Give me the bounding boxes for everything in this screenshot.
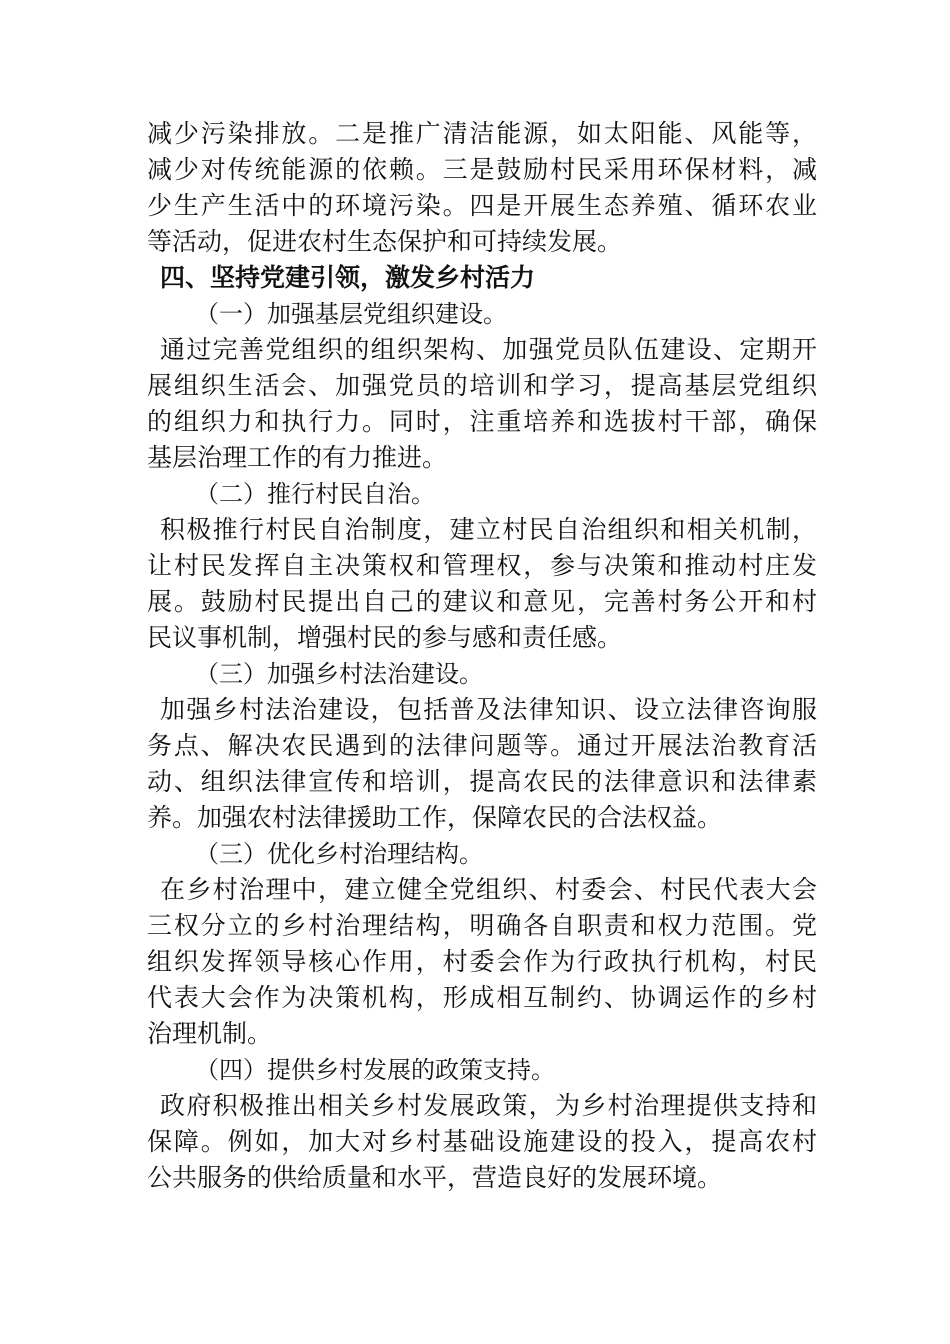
body-text-line: 公共服务的供给质量和水平，营造良好的发展环境。: [147, 1163, 723, 1192]
body-text-line: 展组织生活会、加强党员的培训和学习，提高基层党组织: [147, 371, 817, 400]
body-text-line: 等活动，促进农村生态保护和可持续发展。: [147, 227, 623, 256]
body-text-line: 加强乡村法治建设，包括普及法律知识、设立法律咨询服: [160, 695, 817, 724]
body-text-line: 展。鼓励村民提出自己的建议和意见，完善村务公开和村: [147, 587, 817, 616]
body-text-line: 政府积极推出相关乡村发展政策，为乡村治理提供支持和: [160, 1091, 817, 1120]
body-text-line: 的组织力和执行力。同时，注重培养和选拔村干部，确保: [147, 407, 817, 436]
body-text-line: 民议事机制，增强村民的参与感和责任感。: [147, 623, 623, 652]
subsection-heading: （三）优化乡村治理结构。: [195, 840, 483, 868]
body-text-line: 三权分立的乡村治理结构，明确各自职责和权力范围。党: [147, 911, 817, 940]
body-text-line: 在乡村治理中，建立健全党组织、村委会、村民代表大会: [160, 875, 817, 904]
body-text-line: 少生产生活中的环境污染。四是开展生态养殖、循环农业: [147, 191, 817, 220]
body-text-line: 积极推行村民自治制度，建立村民自治组织和相关机制，: [160, 515, 817, 544]
body-text-line: 减少污染排放。二是推广清洁能源，如太阳能、风能等，: [147, 119, 817, 148]
subsection-heading: （四）提供乡村发展的政策支持。: [195, 1056, 555, 1084]
subsection-heading: （三）加强乡村法治建设。: [195, 660, 483, 688]
subsection-heading: （二）推行村民自治。: [195, 480, 435, 508]
body-text-line: 让村民发挥自主决策权和管理权，参与决策和推动村庄发: [147, 551, 817, 580]
body-text-line: 减少对传统能源的依赖。三是鼓励村民采用环保材料，减: [147, 155, 817, 184]
body-text-line: 组织发挥领导核心作用，村委会作为行政执行机构，村民: [147, 947, 817, 976]
body-text-line: 代表大会作为决策机构，形成相互制约、协调运作的乡村: [147, 983, 817, 1012]
body-text-line: 保障。例如，加大对乡村基础设施建设的投入，提高农村: [147, 1127, 817, 1156]
body-text-line: 动、组织法律宣传和培训，提高农民的法律意识和法律素: [147, 767, 817, 796]
section-heading: 四、坚持党建引领，激发乡村活力: [160, 263, 536, 292]
subsection-heading: （一）加强基层党组织建设。: [195, 300, 507, 328]
body-text-line: 务点、解决农民遇到的法律问题等。通过开展法治教育活: [147, 731, 817, 760]
body-text-line: 治理机制。: [147, 1019, 273, 1048]
body-text-line: 养。加强农村法律援助工作，保障农民的合法权益。: [147, 803, 723, 832]
body-text-line: 通过完善党组织的组织架构、加强党员队伍建设、定期开: [160, 335, 817, 364]
body-text-line: 基层治理工作的有力推进。: [147, 443, 448, 472]
